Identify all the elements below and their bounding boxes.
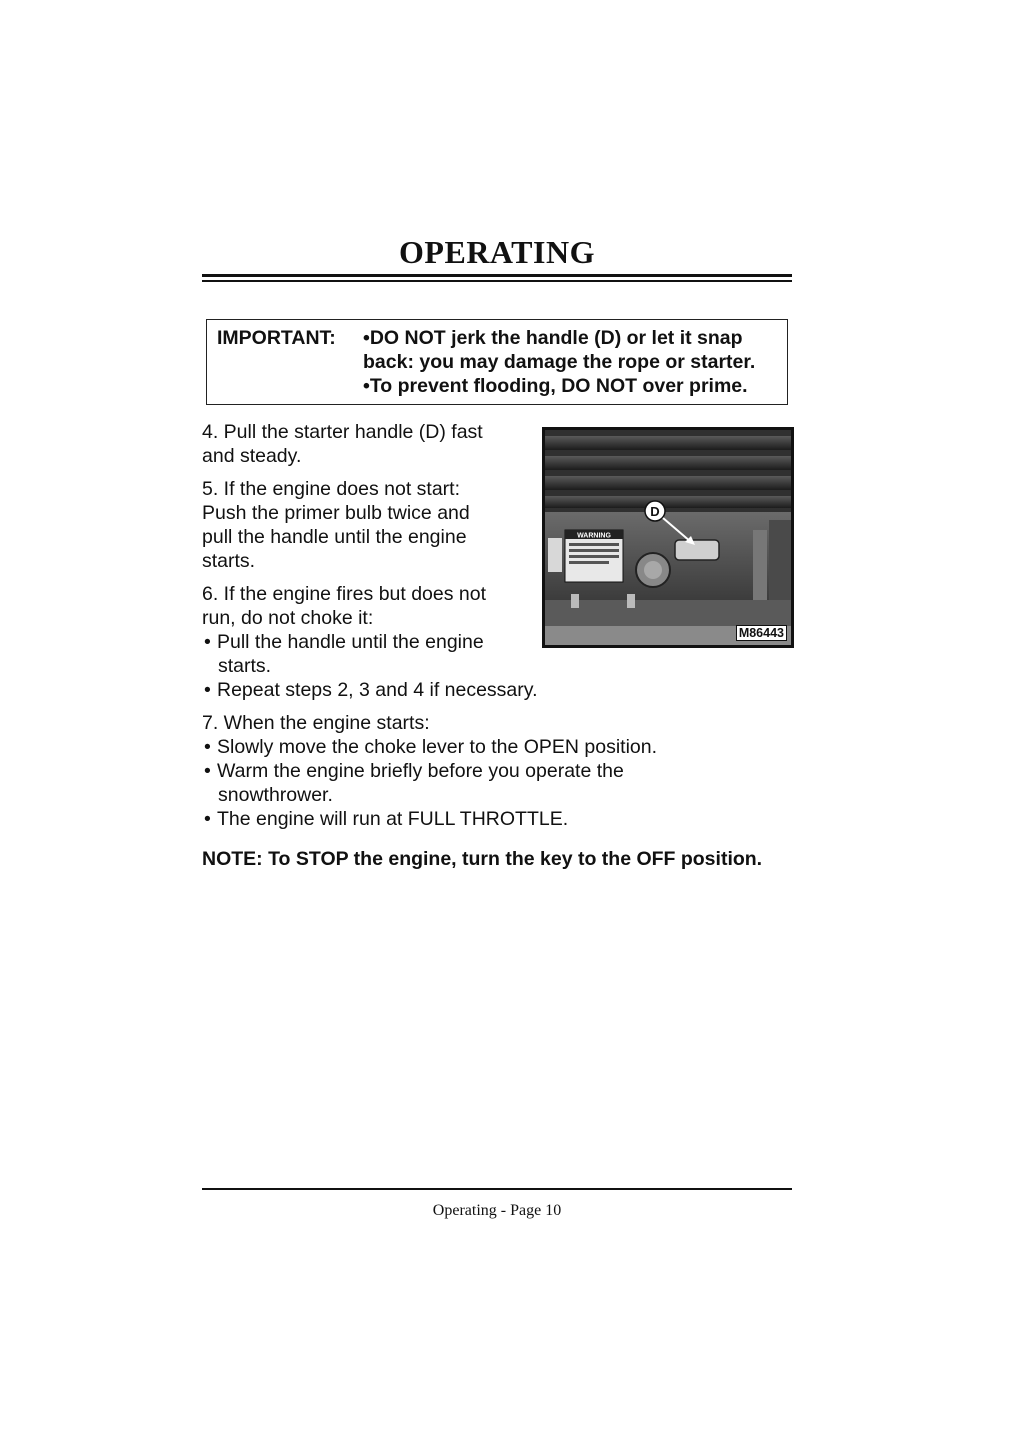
bullet-text: Warm the engine briefly before you operate the xyxy=(217,760,624,782)
step-5-line: Push the primer bulb twice and xyxy=(202,502,470,524)
bullet-continuation: snowthrower. xyxy=(218,784,333,806)
bullet-text: Pull the handle until the engine xyxy=(217,631,484,653)
important-line: back: you may damage the rope or starter. xyxy=(363,351,756,373)
decal-title: WARNING xyxy=(577,532,611,540)
bullet-text: The engine will run at FULL THROTTLE. xyxy=(217,808,569,830)
step-7-line: 7. When the engine starts: xyxy=(202,712,430,734)
step-7-bullet xyxy=(204,807,568,831)
step-7-bullet xyxy=(204,735,657,759)
bullet-dot: • xyxy=(204,736,211,758)
important-notice-box xyxy=(206,319,788,405)
step-4-line: 4. Pull the starter handle (D) fast xyxy=(202,421,483,443)
footer-divider xyxy=(202,1188,792,1190)
important-label: IMPORTANT: xyxy=(217,327,336,349)
bullet-dot: • xyxy=(204,679,211,701)
important-line: •DO NOT jerk the handle (D) or let it snap xyxy=(363,327,743,349)
title-divider xyxy=(202,274,792,282)
step-4-line: and steady. xyxy=(202,445,302,467)
step-6-bullet xyxy=(204,630,484,654)
callout-d-label: D xyxy=(650,504,660,519)
step-5-line: 5. If the engine does not start: xyxy=(202,478,461,500)
bullet-dot: • xyxy=(204,808,211,830)
step-6-bullet xyxy=(204,678,538,702)
bullet-continuation: starts. xyxy=(218,655,272,677)
bullet-dot: • xyxy=(204,760,211,782)
bullet-text: Slowly move the choke lever to the OPEN position. xyxy=(217,736,658,758)
important-text xyxy=(363,326,755,398)
figure-id: M86443 xyxy=(736,625,787,641)
step-6-line: run, do not choke it: xyxy=(202,607,374,629)
step-5-line: starts. xyxy=(202,550,256,572)
bullet-text: Repeat steps 2, 3 and 4 if necessary. xyxy=(217,679,538,701)
step-5-line: pull the handle until the engine xyxy=(202,526,467,548)
engine-illustration xyxy=(545,430,791,645)
page-title: OPERATING xyxy=(399,234,595,270)
bullet-dot: • xyxy=(204,631,211,653)
starter-handle-photo xyxy=(542,427,794,648)
important-line: •To prevent flooding, DO NOT over prime. xyxy=(363,375,748,397)
step-6-line: 6. If the engine fires but does not xyxy=(202,583,487,605)
page-footer: Operating - Page 10 xyxy=(432,1202,562,1219)
stop-engine-note: NOTE: To STOP the engine, turn the key to the OFF position. xyxy=(202,848,763,870)
step-7-bullet xyxy=(204,759,624,783)
